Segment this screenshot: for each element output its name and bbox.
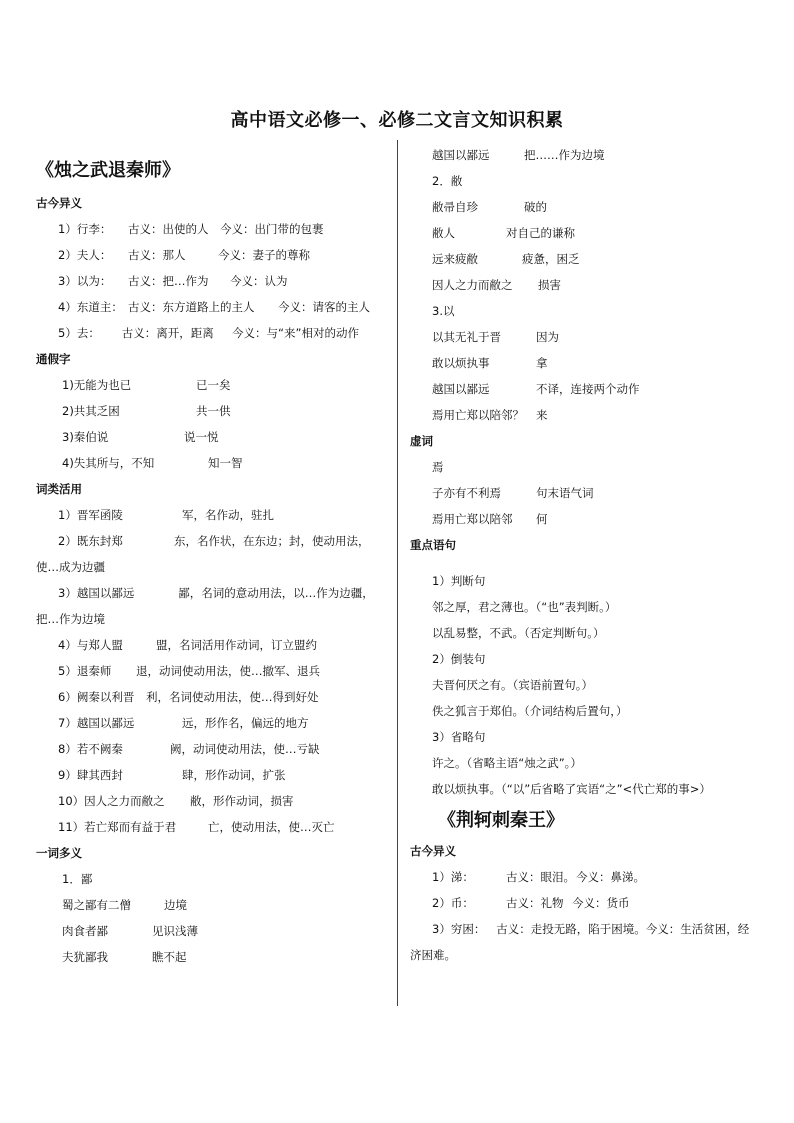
xuci-item: 焉用亡郑以陪邻 何 [432,512,548,526]
yici-item: 肉食者鄙 见识浅薄 [62,924,198,938]
right-column [410,142,760,968]
zhongdian-line: 邻之厚，君之薄也。（“也”表判断。） [432,600,617,614]
gujin-item: 2）夫人： 古义：那人 今义：妻子的尊称 [58,248,310,262]
heading-zhongdian: 重点语句 [410,538,456,552]
xuci-word: 焉 [432,460,444,474]
yici-word: 3.以 [432,304,455,318]
cilei-item: 1）晋军函陵 军，名作动，驻扎 [58,508,274,522]
cilei-item: 3）越国以鄙远 鄙，名词的意动用法，以…作为边疆，把…作为边境 [36,586,374,626]
gujin-item: 2）币： 古义：礼物 今义：货币 [432,896,630,910]
cilei-item: 11）若亡郑而有益于君 亡，使动用法，使…灭亡 [58,820,335,834]
tongjia-item: 2)共其乏困 共一供 [62,404,231,418]
xuci-item: 子亦有不利焉 句末语气词 [432,486,594,500]
gujin-item: 5）去： 古义：离开，距离 今义：与“来”相对的动作 [58,326,359,340]
heading-xuci: 虚词 [410,434,433,448]
zhongdian-line: 以乱易整，不武。（否定判断句。） [432,626,605,640]
zhongdian-line: 敢以烦执事。（“以”后省略了宾语“之”<代亡郑的事>） [432,782,711,796]
cilei-item: 4）与郑人盟 盟，名词活用作动词，订立盟约 [58,638,317,652]
page-title: 高中语文必修一、必修二文言文知识积累 [230,110,564,131]
column-divider [397,140,398,1006]
yici-item: 因人之力而敝之 损害 [432,278,561,292]
cilei-item: 6）阙秦以利晋 利，名词使动用法，使…得到好处 [58,690,319,704]
gujin-item: 3）穷困： 古义：走投无路，陷于困境。今义：生活贫困，经济困难。 [410,922,750,962]
left-column [36,158,386,970]
zhongdian-line: 3）省略句 [432,730,486,744]
tongjia-item: 4)失其所与，不知 知一智 [62,456,243,470]
yici-item: 远来疲敝 疲惫，困乏 [432,252,580,266]
gujin-item: 4）东道主： 古义：东方道路上的主人 今义：请客的主人 [58,300,370,314]
gujin-item: 1）涕： 古义：眼泪。今义：鼻涕。 [432,870,645,884]
heading-yici: 一词多义 [36,846,82,860]
section-title-zhuzhiwu: 《烛之武退秦师》 [36,160,180,181]
tongjia-item: 1)无能为也已 已一矣 [62,378,231,392]
cilei-item: 9）肆其西封 肆，形作动词，扩张 [58,768,286,782]
cilei-item: 5）退秦师 退，动词使动用法，使…撤军、退兵 [58,664,320,678]
section-title-jingke: 《荆轲刺秦王》 [438,810,564,831]
yici-item: 敢以烦执事 拿 [432,356,548,370]
yici-item: 敝人 对自己的谦称 [432,226,575,240]
gujin-item: 1）行李： 古义：出使的人 今义：出门带的包裹 [58,222,324,236]
heading-gujin: 古今异义 [36,196,82,210]
heading-cilei: 词类活用 [36,482,82,496]
yici-item: 以其无礼于晋 因为 [432,330,559,344]
yici-item: 夫犹鄙我 瞧不起 [62,950,187,964]
cilei-item: 7）越国以鄙远 远，形作名，偏远的地方 [58,716,309,730]
zhongdian-line: 1）判断句 [432,574,486,588]
cilei-item: 8）若不阙秦 阙，动词使动用法，使…亏缺 [58,742,320,756]
yici-item: 越国以鄙远 把……作为边境 [432,148,605,162]
yici-word: 2．敝 [432,174,463,188]
yici-item: 越国以鄙远 不译，连接两个动作 [432,382,640,396]
gujin-item: 3）以为： 古义：把…作为 今义：认为 [58,274,288,288]
heading-tongjia: 通假字 [36,352,71,366]
zhongdian-line: 夫晋何厌之有。（宾语前置句。） [432,678,593,692]
zhongdian-line: 2）倒装句 [432,652,486,666]
zhongdian-line: 许之。（省略主语“烛之武”。） [432,756,582,770]
cilei-item: 10）因人之力而敝之 敝，形作动词，损害 [58,794,294,808]
heading-gujin-2: 古今异义 [410,844,456,858]
yici-item: 蜀之鄙有二僧 边境 [62,898,187,912]
cilei-item: 2）既东封郑 东，名作状，在东边；封，使动用法，使…成为边疆 [36,534,370,574]
yici-item: 敝帚自珍 破的 [432,200,547,214]
zhongdian-line: 佚之狐言于郑伯。（介词结构后置句，） [432,704,628,718]
yici-item: 焉用亡郑以陪邻？ 来 [432,408,548,422]
tongjia-item: 3)秦伯说 说一悦 [62,430,219,444]
yici-word: 1．鄙 [62,872,93,886]
